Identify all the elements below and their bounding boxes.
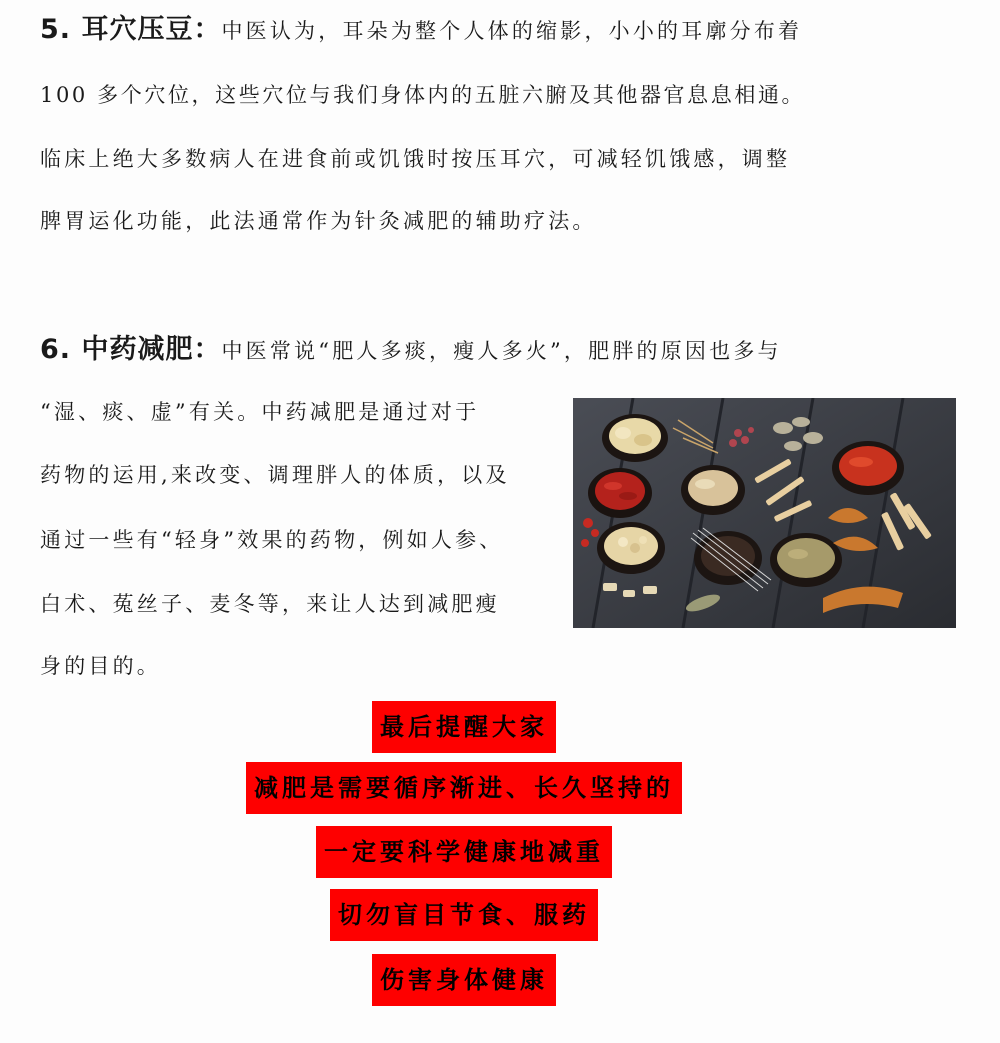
section5-text: 中医认为，耳朵为整个人体的缩影，小小的耳廓分布着 xyxy=(221,19,803,43)
section5-line-4: 脾胃运化功能，此法通常作为针灸减肥的辅助疗法。 xyxy=(40,209,597,233)
reminder-banner-4: 切勿盲目节食、服药 xyxy=(330,889,598,941)
section6-line-1 xyxy=(40,336,782,365)
reminder-banner-5: 伤害身体健康 xyxy=(372,954,556,1006)
reminder-banner-2: 减肥是需要循序渐进、长久坚持的 xyxy=(246,762,682,814)
reminder-banner-3: 一定要科学健康地减重 xyxy=(316,826,612,878)
section6-line-5: 白术、菟丝子、麦冬等，来让人达到减肥瘦 xyxy=(40,592,500,616)
section6-heading: 6. 中药减肥： xyxy=(40,334,222,365)
section5-line-2: 100 多个穴位，这些穴位与我们身体内的五脏六腑及其他器官息息相通。 xyxy=(40,83,806,107)
section6-line-3: 药物的运用,来改变、调理胖人的体质，以及 xyxy=(40,463,510,487)
section5-line-3: 临床上绝大多数病人在进食前或饥饿时按压耳穴，可减轻饥饿感，调整 xyxy=(40,147,791,171)
reminder-banner-1: 最后提醒大家 xyxy=(372,701,556,753)
section5-line-1 xyxy=(40,16,802,45)
section6-line-2: “湿、痰、虚”有关。中药减肥是通过对于 xyxy=(40,400,480,424)
section6-line-6: 身的目的。 xyxy=(40,654,161,678)
section6-text: 中医常说“肥人多痰，瘦人多火”，肥胖的原因也多与 xyxy=(221,339,782,363)
section6-line-4: 通过一些有“轻身”效果的药物，例如人参、 xyxy=(40,528,504,552)
herbal-medicine-photo xyxy=(573,398,956,628)
section5-heading: 5. 耳穴压豆： xyxy=(40,14,222,45)
